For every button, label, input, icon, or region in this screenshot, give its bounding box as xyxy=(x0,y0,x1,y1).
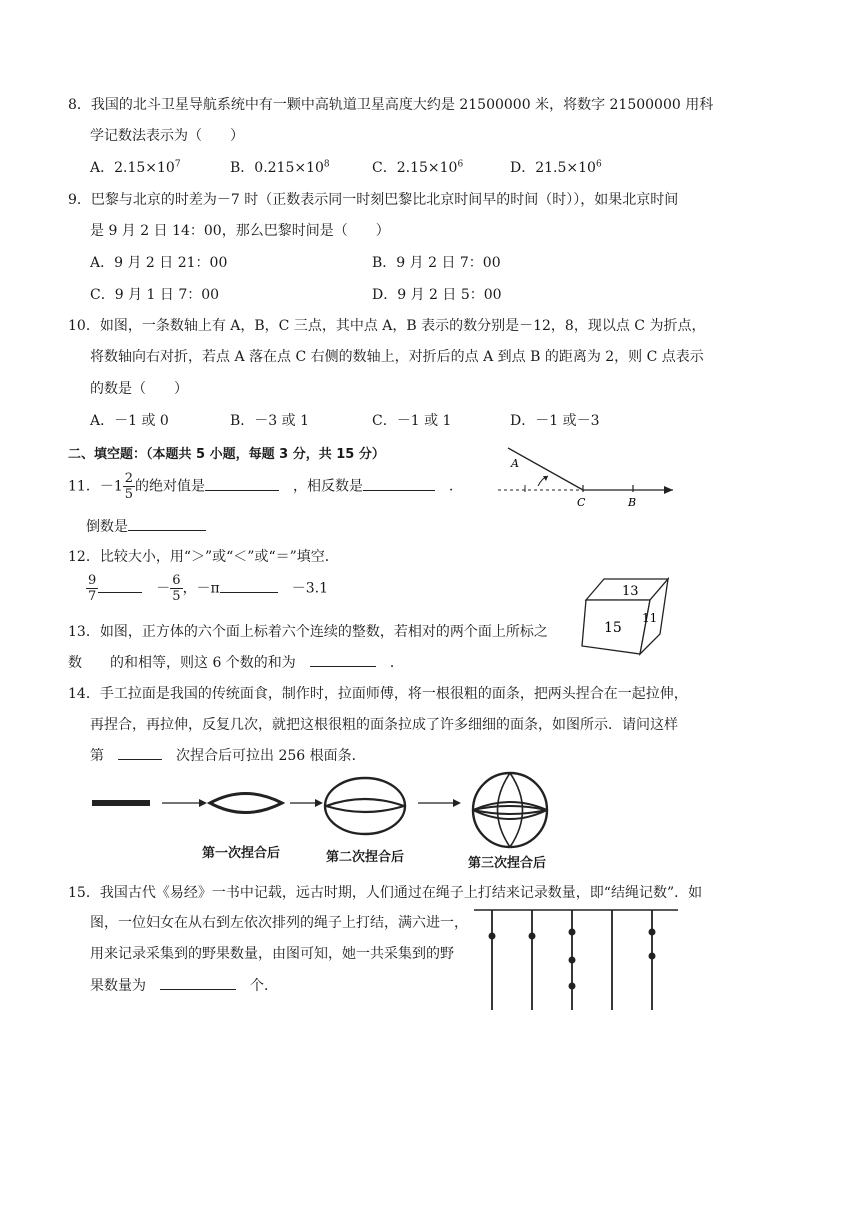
q11-blank-opposite[interactable] xyxy=(363,476,435,491)
noodle-step-1-label: 第一次捏合后 xyxy=(202,846,281,861)
q15-line3: 用来记录采集到的野果数量，由图可知，她一共采集到的野 xyxy=(90,946,454,962)
noodle-step-2-label: 第二次捏合后 xyxy=(326,850,405,865)
q15-line4: 果数量为 个． xyxy=(90,975,278,995)
q9-option-a: A．9 月 2 日 21：00 xyxy=(90,255,228,271)
q13-blank[interactable] xyxy=(310,652,376,667)
q10-option-c: C．－1 或 1 xyxy=(372,413,452,429)
q13-line1: 13．如图，正方体的六个面上标着六个连续的整数，若相对的两个面上所标之 xyxy=(68,624,548,640)
q9-line2: 是 9 月 2 日 14：00，那么巴黎时间是（ ） xyxy=(90,223,390,239)
q8-option-c: C．$2.15\times 10^6$ xyxy=(372,159,464,176)
q10-line2: 将数轴向右对折，若点 A 落在点 C 右侧的数轴上，对折后的点 A 到点 B 的距离为 2，则 C 点表示 xyxy=(90,349,704,365)
cube-figure xyxy=(580,574,675,658)
q11-blank-reciprocal[interactable] xyxy=(128,516,206,531)
cube-side-number: 11 xyxy=(642,611,658,625)
q9-option-d: D．9 月 2 日 5：00 xyxy=(372,287,502,303)
section-2-title: 二、填空题：（本题共 5 小题，每题 3 分，共 15 分） xyxy=(68,447,385,462)
q14-line3: 第 次捏合后可拉出 256 根面条． xyxy=(90,745,366,765)
q10-option-d: D．－1 或－3 xyxy=(510,413,600,429)
knot-rope-figure xyxy=(470,902,682,1014)
number-line-figure xyxy=(488,440,680,512)
q13-line2: 数 的和相等，则这 6 个数的和为 ． xyxy=(68,652,404,672)
cube-top-number: 13 xyxy=(622,584,639,599)
q12-fraction-2: $\frac{6}{5}$ xyxy=(172,573,181,604)
q8-option-b: B．$0.215\times 10^8$ xyxy=(230,159,330,176)
label-a: A xyxy=(511,457,519,470)
q12-blank-1[interactable] xyxy=(98,578,142,593)
q11-blank-abs[interactable] xyxy=(205,476,279,491)
q14-line1: 14．手工拉面是我国的传统面食，制作时，拉面师傅，将一根很粗的面条，把两头捏合在一起拉伸， xyxy=(68,686,688,702)
q10-option-a: A．－1 或 0 xyxy=(90,413,169,429)
cube-front-number: 15 xyxy=(604,620,622,636)
q11-line1: 11．－1 $\frac{2}{5}$ 的绝对值是 ，相反数是 ． xyxy=(68,471,464,502)
q14-blank[interactable] xyxy=(118,745,162,760)
q11-fraction: $\frac{2}{5}$ xyxy=(124,471,134,502)
q12-line1: 12．比较大小，用“＞”或“＜”或“＝”填空． xyxy=(68,549,339,565)
q10-line3: 的数是（ ） xyxy=(90,381,188,397)
q8-option-a: A．$2.15\times 10^7$ xyxy=(90,159,181,176)
q12-blank-2[interactable] xyxy=(220,578,278,593)
q14-line2: 再捏合，再拉伸，反复几次，就把这根很粗的面条拉成了许多细细的面条，如图所示．请问这样 xyxy=(90,717,678,733)
q10-option-b: B．－3 或 1 xyxy=(230,413,310,429)
q10-line1: 10．如图，一条数轴上有 A，B，C 三点，其中点 A，B 表示的数分别是－12，8，现以点 C 为折点， xyxy=(68,318,706,334)
q12-line2: $\frac{9}{7}$ － $\frac{6}{5}$ ，－π －3.1 xyxy=(88,573,329,604)
q15-blank[interactable] xyxy=(160,975,236,990)
q8-line1: 8．我国的北斗卫星导航系统中有一颗中高轨道卫星高度大约是 21500000 米，将数字 21500000 用科 xyxy=(68,97,714,113)
q8-line2: 学记数法表示为（ ） xyxy=(90,128,244,144)
label-b: B xyxy=(628,496,637,509)
q9-option-b: B．9 月 2 日 7：00 xyxy=(372,255,501,271)
q12-fraction-1: $\frac{9}{7}$ xyxy=(88,573,97,604)
q8-option-d: D．$21.5\times 10^6$ xyxy=(510,159,602,176)
noodle-step-3-label: 第三次捏合后 xyxy=(468,856,547,871)
label-c: C xyxy=(577,496,586,509)
q15-line1: 15．我国古代《易经》一书中记载，远古时期，人们通过在绳子上打结来记录数量，即“结绳记数”．如 xyxy=(68,885,703,901)
q11-line2: 倒数是 xyxy=(86,516,206,536)
q9-option-c: C．9 月 1 日 7：00 xyxy=(90,287,220,303)
q15-line2: 图，一位妇女在从右到左依次排列的绳子上打结，满六进一， xyxy=(90,915,468,931)
q9-line1: 9．巴黎与北京的时差为－7 时（正数表示同一时刻巴黎比北京时间早的时间（时）），如果北京时间 xyxy=(68,192,679,208)
